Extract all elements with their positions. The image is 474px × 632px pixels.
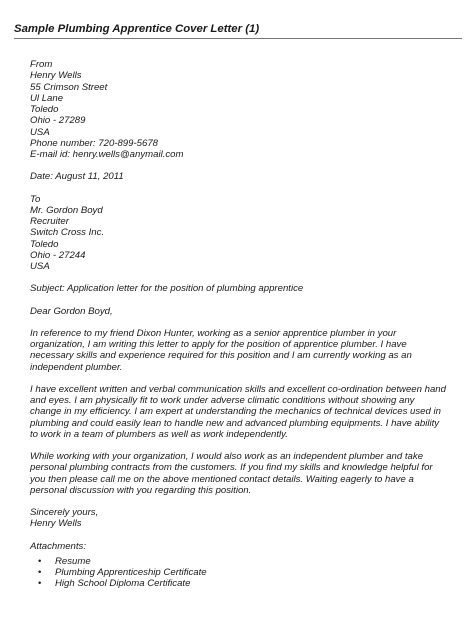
attachment-resume: Resume [55, 555, 91, 567]
subject-line: Subject: Application letter for the position of plumbing apprentice [30, 283, 304, 295]
list-item [38, 567, 455, 578]
paragraph-line: organization, I am writing this letter to apply for the position of apprentice plumber. I have [30, 339, 407, 350]
sender-street: 55 Crimson Street [30, 81, 108, 93]
paragraph-line: and eyes. I am physically fit to work under adverse climatic conditions without showing any [30, 395, 415, 406]
list-item [38, 578, 455, 589]
paragraph-line: plumbing and could easily lean to handle new and advanced plumbing equipments. I have ability [30, 417, 440, 429]
sender-name: Henry Wells [30, 70, 82, 82]
attachments-label: Attachments: [30, 540, 86, 552]
paragraph-line: While working with your organization, I would also work as an independent plumber and take [30, 451, 424, 462]
list-item [38, 556, 455, 567]
to-label: To [30, 193, 41, 205]
sender-state-zip: Ohio - 27289 [30, 115, 86, 127]
attachment-diploma-certificate: High School Diploma Certificate [55, 578, 191, 590]
attachments-list [30, 556, 455, 590]
paragraph-line: personal discussion with you regarding this position. [30, 484, 252, 496]
signature-block [30, 507, 455, 530]
document-title: Sample Plumbing Apprentice Cover Letter (1) [14, 23, 260, 35]
signer-name: Henry Wells [30, 518, 82, 530]
letter-date: Date: August 11, 2011 [30, 171, 124, 183]
bullet-icon: • [38, 578, 42, 590]
paragraph-line: personal plumbing contracts from the customers. If you find my skills and knowledge helpful for [30, 462, 433, 474]
sender-phone: Phone number: 720-899-5678 [30, 137, 159, 149]
recipient-block [30, 194, 455, 273]
paragraph-line: necessary skills and experience required for this position and I am currently working as an [30, 350, 412, 362]
recipient-company: Switch Cross Inc. [30, 227, 105, 239]
recipient-country: USA [30, 261, 50, 272]
recipient-state-zip: Ohio - 27244 [30, 249, 86, 261]
paragraph-line: to work in a team of plumbers as well as work independently. [30, 428, 288, 440]
sender-lane: Ul Lane [30, 92, 64, 104]
paragraph-line: I have excellent written and verbal communication skills and excellent co-ordination between hand [30, 383, 446, 395]
recipient-name: Mr. Gordon Boyd [30, 204, 103, 216]
sender-city: Toledo [30, 104, 59, 115]
paragraph-referral [30, 328, 455, 373]
paragraph-closing [30, 451, 455, 496]
recipient-title: Recruiter [30, 216, 69, 227]
paragraph-line: change in my efficiency. I am expert at understanding the mechanics of technical devices used in [30, 406, 441, 418]
paragraph-skills [30, 384, 455, 440]
salutation: Dear Gordon Boyd, [30, 305, 113, 317]
sender-country: USA [30, 126, 50, 138]
closing-phrase: Sincerely yours, [30, 507, 99, 518]
sender-email: E-mail id: henry.wells@anymail.com [30, 149, 184, 160]
recipient-city: Toledo [30, 238, 59, 250]
bullet-icon: • [38, 555, 42, 567]
paragraph-line: you then please call me on the above mentioned contact details. Waiting eagerly to have a [30, 473, 414, 485]
letter-body [30, 59, 455, 590]
attachments-block [30, 541, 455, 590]
sender-block [30, 59, 455, 160]
from-label: From [30, 59, 53, 70]
bullet-icon: • [38, 567, 42, 578]
attachment-apprenticeship-certificate: Plumbing Apprenticeship Certificate [55, 567, 207, 578]
title-divider [14, 38, 462, 39]
paragraph-line: independent plumber. [30, 361, 123, 373]
paragraph-line: In reference to my friend Dixon Hunter, working as a senior apprentice plumber in your [30, 327, 397, 339]
